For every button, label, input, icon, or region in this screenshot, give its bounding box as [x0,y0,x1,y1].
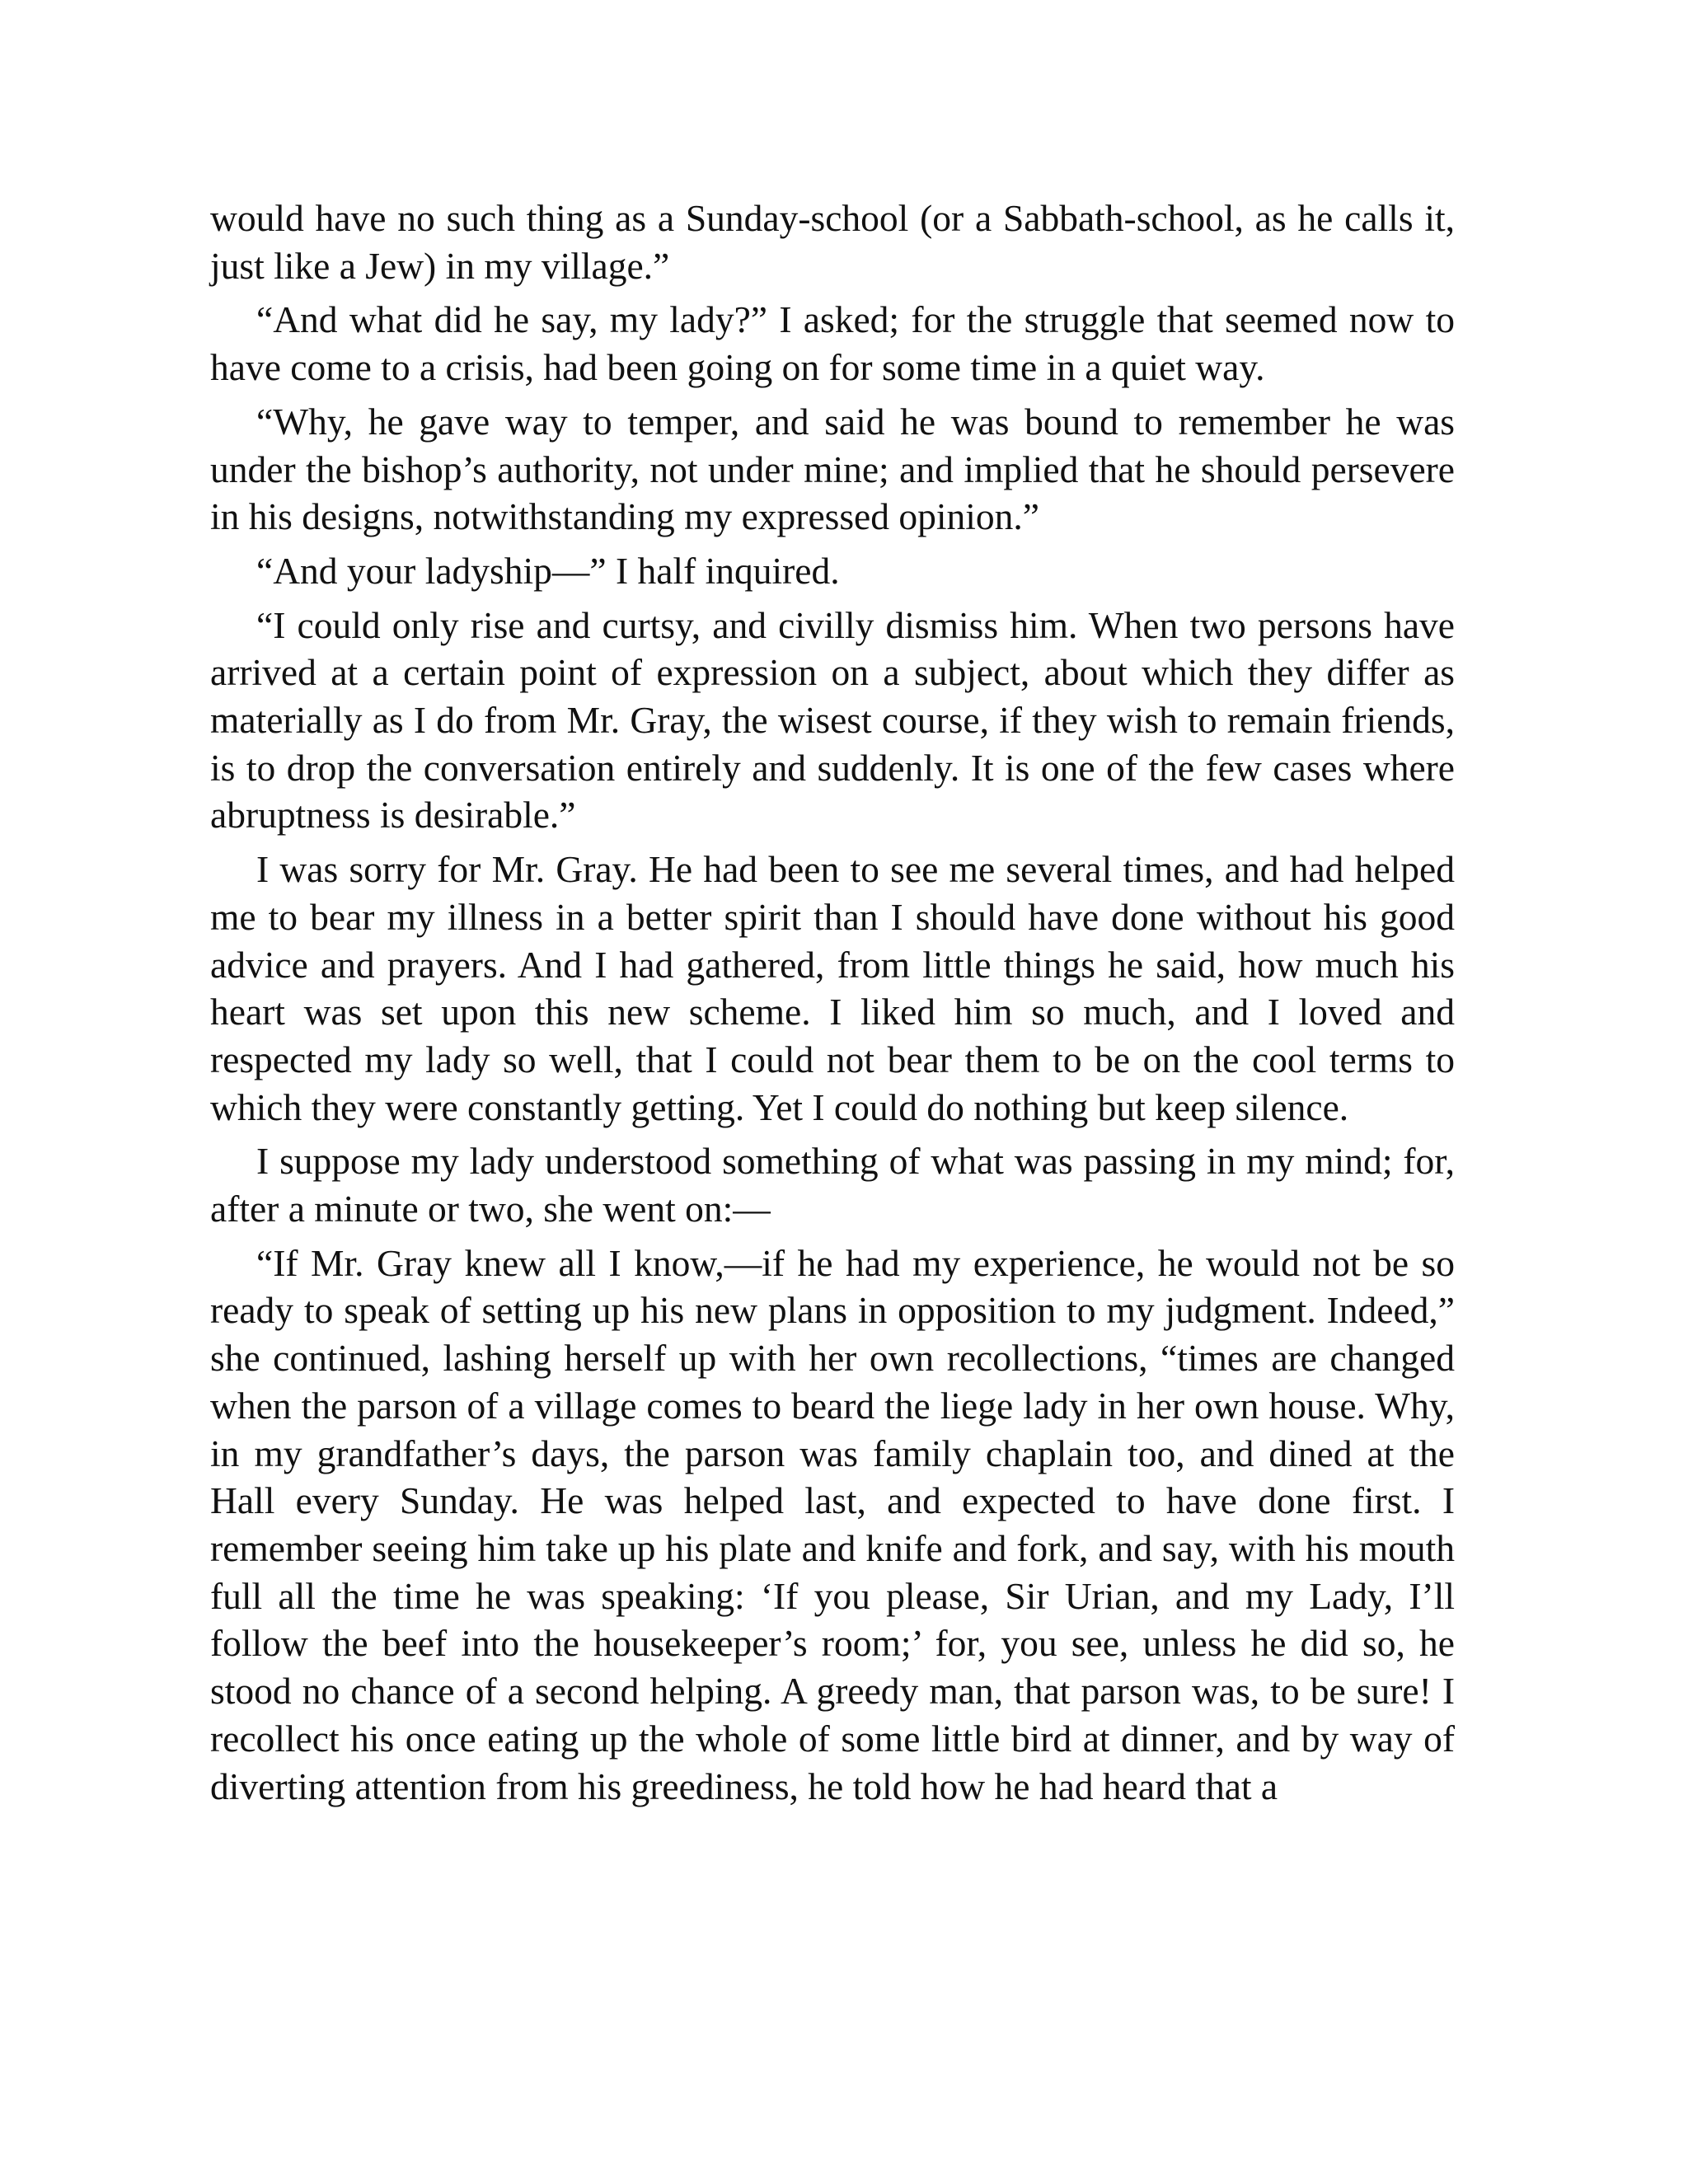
paragraph-1-continuation: would have no such thing as a Sunday-school (or a Sabbath-school, as he calls it, just like a Jew) in my village.” [210,197,1455,287]
paragraph-6: I was sorry for Mr. Gray. He had been to see me several times, and had helped me to bear my illness in a better spirit than I should have done without his good advice and prayers. And I had gathered, from little things he said, how much his heart was set upon this new scheme. I liked him so much, and I loved and respected my lady so well, that I could not bear them to be on the cool terms to which they were constantly getting. Yet I could do nothing but keep silence. [210,848,1455,1128]
paragraph-2: “And what did he say, my lady?” I asked; for the struggle that seemed now to have come to a crisis, had been going on for some time in a quiet way. [210,298,1455,389]
paragraph-4: “And your ladyship—” I half inquired. [256,549,840,592]
paragraph-5: “I could only rise and curtsy, and civilly dismiss him. When two persons have arrived at a certain point of expression on a subject, about which they differ as materially as I do from Mr. Gray, the wisest course, if they wish to remain friends, is to drop the conversation entirely and suddenly. It is one of the few cases where abruptness is desirable.” [210,603,1455,837]
paragraph-7: I suppose my lady understood something of what was passing in my mind; for, after a minute or two, she went on:— [210,1140,1455,1230]
page-body-text [210,194,1455,1816]
paragraph-3: “Why, he gave way to temper, and said he was bound to remember he was under the bishop’s authority, not under mine; and implied that he should persevere in his designs, notwithstanding my expressed opinion.” [210,400,1455,538]
paragraph-8: “If Mr. Gray knew all I know,—if he had my experience, he would not be so ready to speak of setting up his new plans in opposition to my judgment. Indeed,” she continued, lashing herself up with her own recollections, “times are changed when the parson of a village comes to beard the liege lady in her own house. Why, in my grandfather’s days, the parson was family chaplain too, and dined at the Hall every Sunday. He was helped last, and expected to have done first. I remember seeing him take up his plate and knife and fork, and say, with his mouth full all the time he was speaking: ‘If you please, Sir Urian, and my Lady, I’ll follow the beef into the housekeeper’s room;’ for, you see, unless he did so, he stood no chance of a second helping. A greedy man, that parson was, to be sure! I recollect his once eating up the whole of some little bird at dinner, and by way of diverting attention from his greediness, he told how he had heard that a [210,1241,1455,1807]
